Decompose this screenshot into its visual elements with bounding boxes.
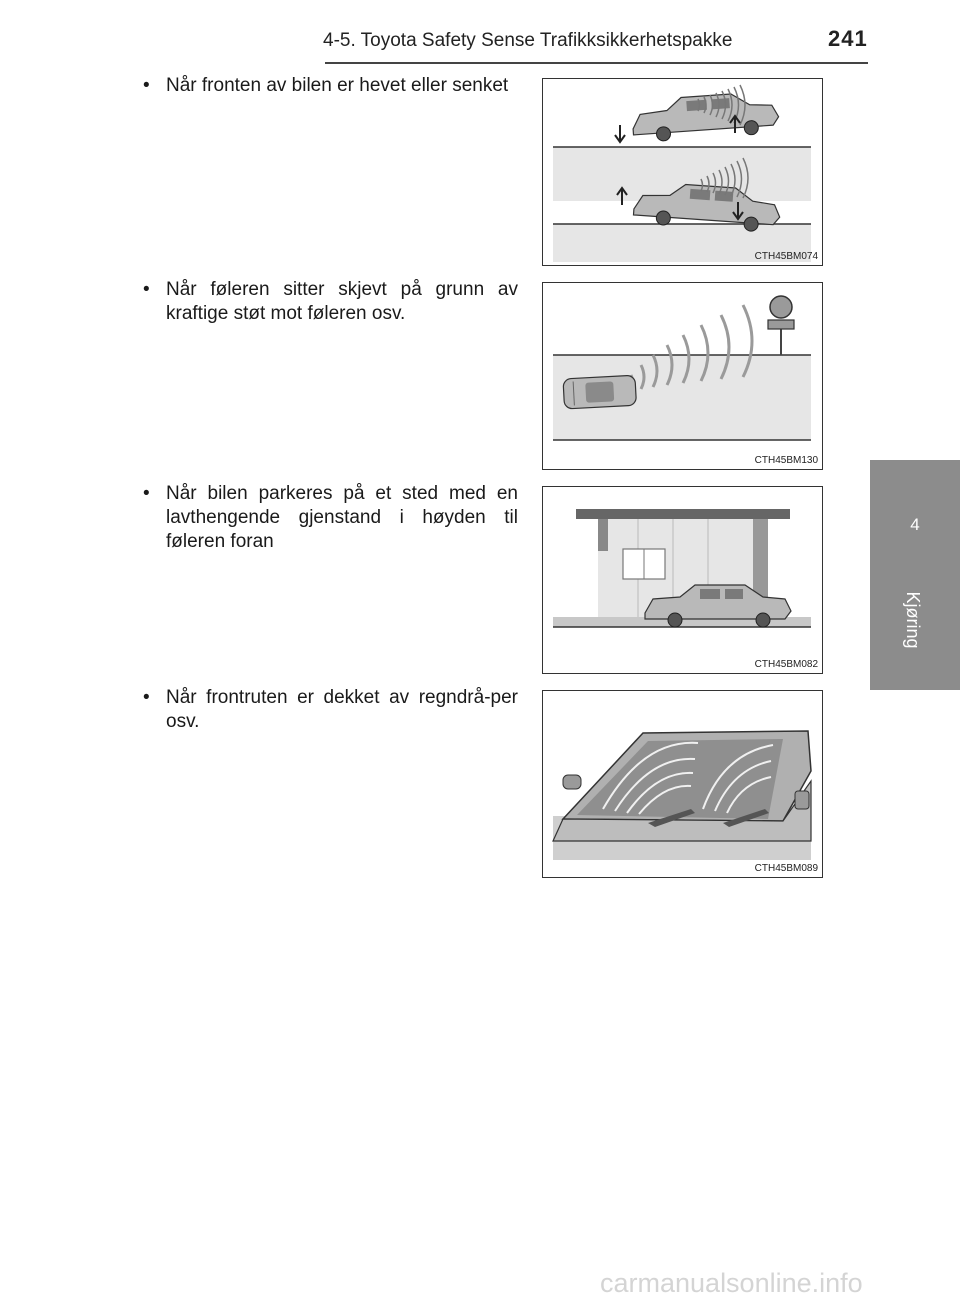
bullet-item-4 [143,686,518,734]
bullet-text: Når frontruten er dekket av regndrå-per osv. [166,687,518,732]
chapter-tab-label: Kjøring [903,591,923,649]
figure-misaligned-sensor [542,282,823,470]
figure-rain-windshield [542,690,823,878]
figure-code: CTH45BM130 [754,455,818,466]
rain-windshield-illustration [543,691,822,877]
figure-code: CTH45BM082 [754,659,818,670]
raised-lowered-car-illustration [543,79,822,265]
header-rule [325,62,868,64]
bullet-marker: • [143,687,150,708]
page-number: 241 [828,26,868,51]
chapter-tab-number: 4 [910,515,920,534]
low-hanging-object-illustration [543,487,822,673]
figure-raised-lowered-car [542,78,823,266]
watermark: carmanualsonline.info [600,1268,863,1298]
bullet-text: Når føleren sitter skjevt på grunn av kraftige støt mot føleren osv. [166,279,518,324]
figure-low-hanging-object [542,486,823,674]
misaligned-sensor-illustration [543,283,822,469]
section-title: 4-5. Toyota Safety Sense Trafikksikkerhetspakke [323,30,733,51]
bullet-text: Når fronten av bilen er hevet eller senket [166,75,509,96]
bullet-item-2 [143,278,518,326]
bullet-item-3 [143,482,518,554]
figure-code: CTH45BM074 [754,251,818,262]
bullet-marker: • [143,75,150,96]
bullet-marker: • [143,483,150,504]
bullet-text: Når bilen parkeres på et sted med en lavthengende gjenstand i høyden til føleren foran [166,483,518,552]
bullet-item-1 [143,74,518,98]
bullet-marker: • [143,279,150,300]
figure-code: CTH45BM089 [754,863,818,874]
